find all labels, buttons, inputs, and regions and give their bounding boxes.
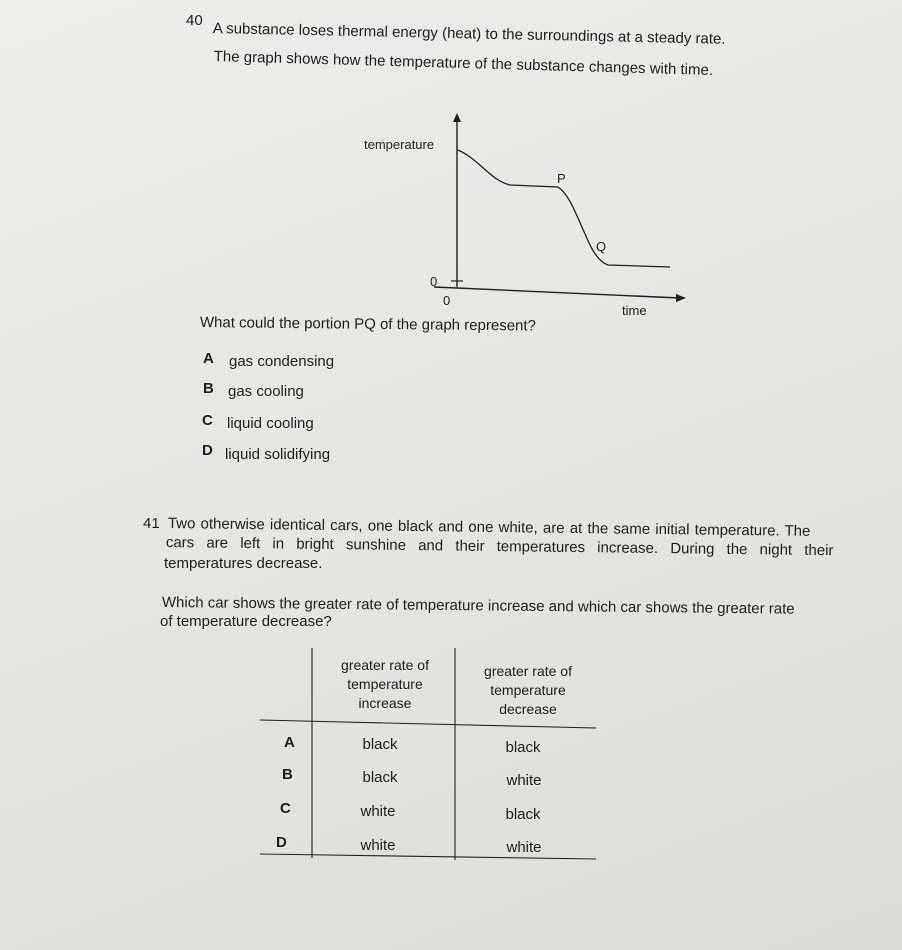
answer-table xyxy=(258,648,598,861)
option-a-text: gas condensing xyxy=(229,353,335,370)
header-increase-line-1: greater rate of xyxy=(341,657,429,673)
row-a-increase: black xyxy=(362,736,398,753)
option-b-letter: B xyxy=(203,380,214,397)
header-increase xyxy=(320,656,450,713)
question-40-prompt: What could the portion PQ of the graph represent? xyxy=(199,314,537,335)
question-41-para-line-1: Two otherwise identical cars, one black and one white, are at the same initial temperature. The xyxy=(167,515,811,540)
row-c-letter: C xyxy=(280,800,291,817)
y-axis-arrow-icon xyxy=(453,113,461,122)
header-decrease-line-2: temperature xyxy=(490,682,566,698)
option-b-text: gas cooling xyxy=(228,383,304,400)
option-c-text: liquid cooling xyxy=(227,415,314,432)
question-41-number: 41 xyxy=(143,515,160,532)
x-axis xyxy=(434,287,680,298)
cooling-curve xyxy=(458,150,670,267)
row-a-letter: A xyxy=(284,734,295,751)
row-b-letter: B xyxy=(282,766,293,783)
question-40-line-1: A substance loses thermal energy (heat) to the surroundings at a steady rate. xyxy=(212,20,726,48)
row-b-increase: black xyxy=(362,769,398,786)
question-40-line-2: The graph shows how the temperature of the substance changes with time. xyxy=(213,48,714,79)
temperature-time-graph xyxy=(340,105,700,325)
header-decrease-line-3: decrease xyxy=(499,701,557,717)
row-c-decrease: black xyxy=(505,806,541,823)
row-d-increase: white xyxy=(360,837,396,854)
header-increase-line-3: increase xyxy=(358,695,412,711)
x-axis-arrow-icon xyxy=(676,294,686,302)
row-c-increase: white xyxy=(360,803,396,820)
row-a-decrease: black xyxy=(505,739,541,756)
option-a-letter: A xyxy=(203,350,214,367)
question-41-para-line-3: temperatures decrease. xyxy=(164,555,323,572)
question-41-prompt-line-2: of temperature decrease? xyxy=(160,613,332,630)
option-c-letter: C xyxy=(202,412,213,429)
x-axis-label: time xyxy=(622,303,647,318)
y-axis-label: temperature xyxy=(364,137,435,152)
option-d-letter: D xyxy=(202,442,213,459)
question-40-number: 40 xyxy=(186,12,203,29)
question-41-para-line-2: cars are left in bright sunshine and their temperatures increase. During the night their xyxy=(165,534,834,560)
row-d-letter: D xyxy=(276,834,287,851)
origin-label-x: 0 xyxy=(443,293,451,308)
row-b-decrease: white xyxy=(506,772,542,789)
header-decrease-line-1: greater rate of xyxy=(484,663,572,679)
header-increase-line-2: temperature xyxy=(347,676,423,692)
point-p-label: P xyxy=(557,171,566,186)
header-decrease xyxy=(463,662,593,719)
row-d-decrease: white xyxy=(506,839,542,856)
origin-label-y: 0 xyxy=(430,274,438,289)
point-q-label: Q xyxy=(596,239,607,254)
option-d-text: liquid solidifying xyxy=(225,446,331,463)
question-41-prompt-line-1: Which car shows the greater rate of temperature increase and which car shows the greater rate xyxy=(161,594,795,618)
